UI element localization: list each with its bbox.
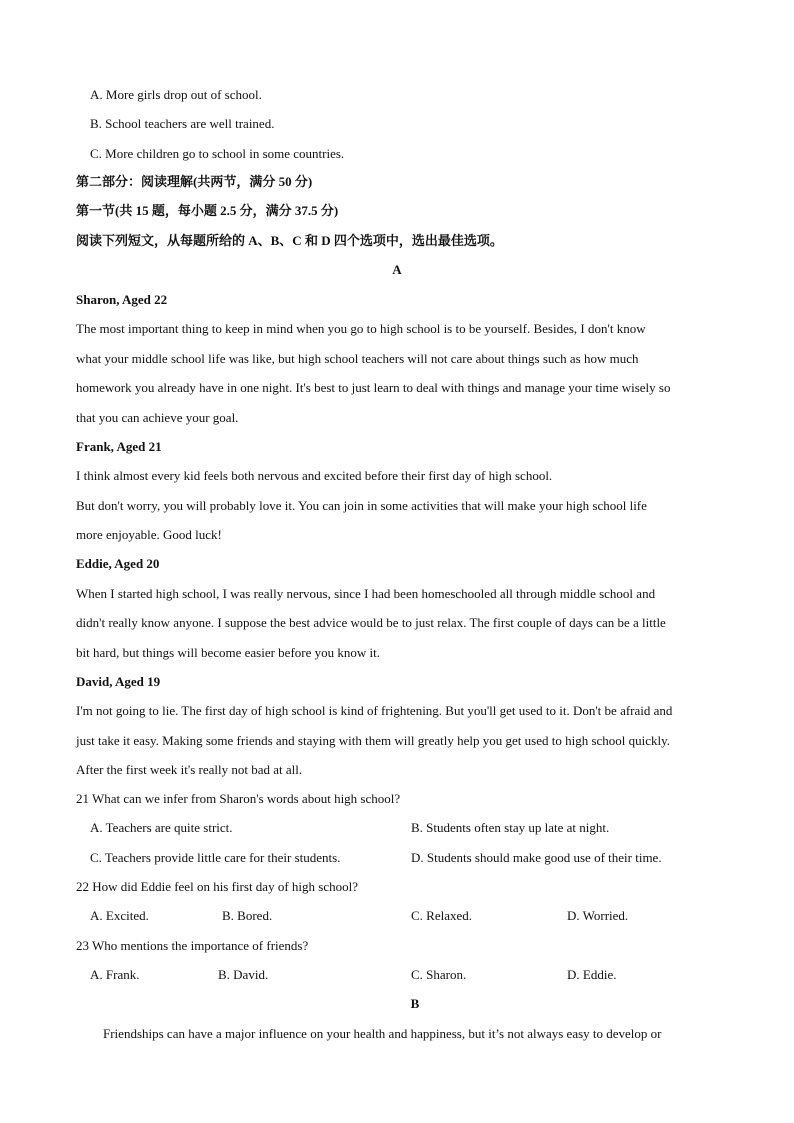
paragraph-line: When I started high school, I was really nervous, since I had been homeschooled all through middle school and [76,586,656,601]
paragraph-line: homework you already have in one night. It's best to just learn to deal with things and manage your time wisely so [76,380,671,395]
paragraph-line: just take it easy. Making some friends and staying with them will greatly help you get used to high school quickly. [76,733,671,748]
speaker-frank: Frank, Aged 21 [76,439,162,454]
q23-option-c: C. Sharon. [411,967,467,982]
prev-option-c: C. More children go to school in some countries. [90,146,345,161]
question-23-stem: 23 Who mentions the importance of friends? [76,938,309,953]
q23-option-a: A. Frank. [90,967,140,982]
section-subtitle: 第一节(共 15 题，每小题 2.5 分，满分 37.5 分) [76,203,339,218]
prev-option-b: B. School teachers are well trained. [90,116,275,131]
prev-option-a: A. More girls drop out of school. [90,87,262,102]
q22-option-b: B. Bored. [222,908,273,923]
paragraph-line: The most important thing to keep in mind when you go to high school is to be yourself. Besides, I don't know [76,321,646,336]
q21-option-d: D. Students should make good use of their time. [411,850,662,865]
paragraph-line: what your middle school life was like, but high school teachers will not care about things such as how much [76,351,639,366]
paragraph-line: bit hard, but things will become easier before you know it. [76,645,380,660]
speaker-david: David, Aged 19 [76,674,161,689]
instruction: 阅读下列短文，从每题所给的 A、B、C 和 D 四个选项中，选出最佳选项。 [76,233,503,248]
q21-option-c: C. Teachers provide little care for their students. [90,850,341,865]
q22-option-c: C. Relaxed. [411,908,473,923]
paragraph-line: I'm not going to lie. The first day of high school is kind of frightening. But you'll get used to it. Don't be afraid and [76,703,673,718]
q23-option-d: D. Eddie. [567,967,617,982]
paragraph-line: more enjoyable. Good luck! [76,527,222,542]
question-21-stem: 21 What can we infer from Sharon's words about high school? [76,791,401,806]
passage-a-label: A [392,262,402,277]
q21-option-b: B. Students often stay up late at night. [411,820,610,835]
passage-b-label: B [410,996,420,1011]
paragraph-line: But don't worry, you will probably love it. You can join in some activities that will make your high school life [76,498,647,513]
q22-option-d: D. Worried. [567,908,629,923]
q22-option-a: A. Excited. [90,908,149,923]
question-22-stem: 22 How did Eddie feel on his first day of high school? [76,879,358,894]
part-title: 第二部分：阅读理解(共两节，满分 50 分) [76,174,313,189]
paragraph-line: Friendships can have a major influence on your health and happiness, but it’s not always easy to develop or [103,1026,662,1041]
paragraph-line: I think almost every kid feels both nervous and excited before their first day of high school. [76,468,553,483]
q23-option-b: B. David. [218,967,269,982]
paragraph-line: didn't really know anyone. I suppose the best advice would be to just relax. The first couple of days can be a little [76,615,666,630]
speaker-eddie: Eddie, Aged 20 [76,556,160,571]
paragraph-line: After the first week it's really not bad at all. [76,762,303,777]
q21-option-a: A. Teachers are quite strict. [90,820,233,835]
speaker-sharon: Sharon, Aged 22 [76,292,168,307]
paragraph-line: that you can achieve your goal. [76,410,239,425]
